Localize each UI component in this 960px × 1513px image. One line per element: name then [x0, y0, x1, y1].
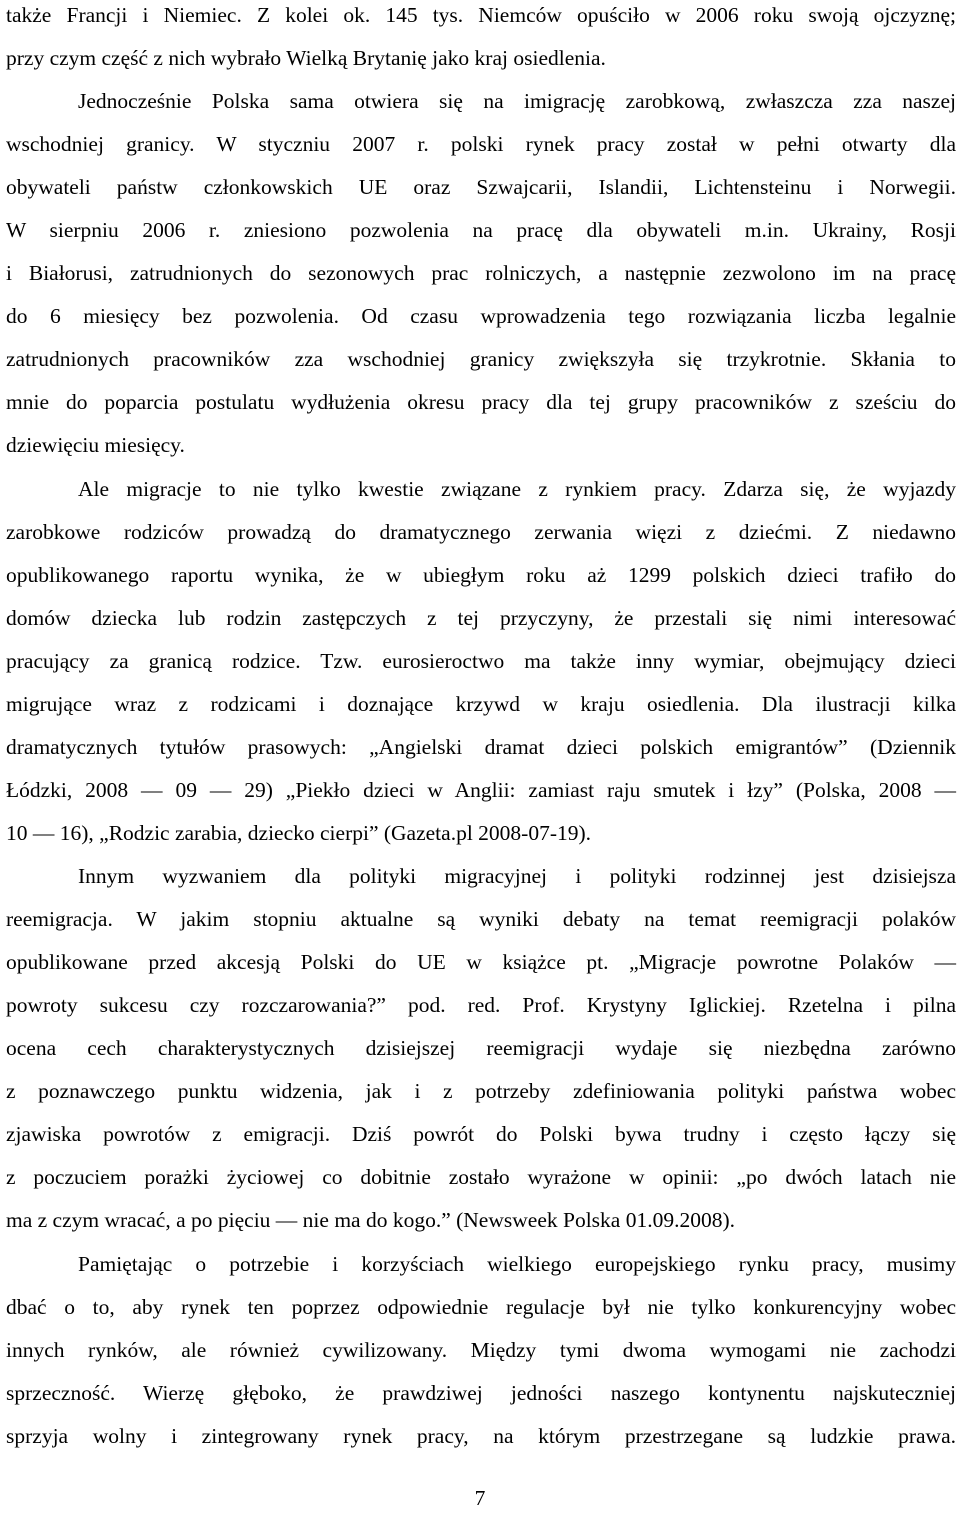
text-line: Pamiętając o potrzebie i korzyściach wielkiego europejskiego rynku pracy, musimy — [78, 1252, 956, 1276]
text-line: powroty sukcesu czy rozczarowania?” pod. red. Prof. Krystyny Iglickiej. Rzetelna i pilna — [6, 993, 956, 1017]
text-line: Ale migracje to nie tylko kwestie związane z rynkiem pracy. Zdarza się, że wyjazdy — [78, 477, 956, 501]
text-line: zarobkowe rodziców prowadzą do dramatycznego zerwania więzi z dziećmi. Z niedawno — [6, 520, 956, 544]
text-line: i Białorusi, zatrudnionych do sezonowych prac rolniczych, a następnie zezwolono im na pracę — [6, 261, 956, 285]
text-line: ocena cech charakterystycznych dzisiejszej reemigracji wydaje się niezbędna zarówno — [6, 1036, 956, 1060]
text-line: sprzeczność. Wierzę głęboko, że prawdziwej jedności naszego kontynentu najskuteczniej — [6, 1381, 956, 1405]
text-line: Łódzki, 2008 — 09 — 29) „Piekło dzieci w Anglii: zamiast raju smutek i łzy” (Polska, 2008 — — [6, 778, 956, 802]
text-line: zjawiska powrotów z emigracji. Dziś powrót do Polski bywa trudny i często łączy się — [6, 1122, 956, 1146]
text-line: także Francji i Niemiec. Z kolei ok. 145 tys. Niemców opuściło w 2006 roku swoją ojczyznę; — [6, 3, 956, 27]
text-line: domów dziecka lub rodzin zastępczych z tej przyczyny, że przestali się nimi interesować — [6, 606, 956, 630]
text-line: opublikowanego raportu wynika, że w ubiegłym roku aż 1299 polskich dzieci trafiło do — [6, 563, 956, 587]
text-line: opublikowane przed akcesją Polski do UE w książce pt. „Migracje powrotne Polaków — — [6, 950, 956, 974]
text-line: dziewięciu miesięcy. — [6, 433, 185, 457]
text-line: 10 — 16), „Rodzic zarabia, dziecko cierpi” (Gazeta.pl 2008-07-19). — [6, 821, 592, 845]
page-number: 7 — [474, 1486, 486, 1510]
text-line: Innym wyzwaniem dla polityki migracyjnej i polityki rodzinnej jest dzisiejsza — [78, 864, 956, 888]
text-line: przy czym część z nich wybrało Wielką Brytanię jako kraj osiedlenia. — [6, 46, 606, 70]
text-line: dbać o to, aby rynek ten poprzez odpowiednie regulacje był nie tylko konkurencyjny wobec — [6, 1295, 956, 1319]
text-line: migrujące wraz z rodzicami i doznające krzywd w kraju osiedlenia. Dla ilustracji kilka — [6, 692, 956, 716]
text-line: sprzyja wolny i zintegrowany rynek pracy, na którym przestrzegane są ludzkie prawa. — [6, 1424, 956, 1448]
text-line: innych rynków, ale również cywilizowany. Między tymi dwoma wymogami nie zachodzi — [6, 1338, 956, 1362]
text-line: ma z czym wracać, a po pięciu — nie ma do kogo.” (Newsweek Polska 01.09.2008). — [6, 1208, 735, 1232]
text-line: W sierpniu 2006 r. zniesiono pozwolenia na pracę dla obywateli m.in. Ukrainy, Rosji — [6, 218, 956, 242]
text-line: dramatycznych tytułów prasowych: „Angielski dramat dzieci polskich emigrantów” (Dziennik — [6, 735, 956, 759]
text-line: pracujący za granicą rodzice. Tzw. eurosieroctwo ma także inny wymiar, obejmujący dzieci — [6, 649, 956, 673]
text-line: obywateli państw członkowskich UE oraz Szwajcarii, Islandii, Lichtensteinu i Norwegii. — [6, 175, 956, 199]
text-line: z poczuciem porażki życiowej co dobitnie zostało wyrażone w opinii: „po dwóch latach nie — [6, 1165, 956, 1189]
text-line: reemigracja. W jakim stopniu aktualne są wyniki debaty na temat reemigracji polaków — [6, 907, 956, 931]
text-line: zatrudnionych pracowników zza wschodniej granicy zwiększyła się trzykrotnie. Skłania to — [6, 347, 956, 371]
text-line: wschodniej granicy. W styczniu 2007 r. polski rynek pracy został w pełni otwarty dla — [6, 132, 956, 156]
text-line: Jednocześnie Polska sama otwiera się na imigrację zarobkową, zwłaszcza zza naszej — [78, 89, 956, 113]
text-line: mnie do poparcia postulatu wydłużenia okresu pracy dla tej grupy pracowników z sześciu do — [6, 390, 956, 414]
text-line: do 6 miesięcy bez pozwolenia. Od czasu wprowadzenia tego rozwiązania liczba legalnie — [6, 304, 956, 328]
text-line: z poznawczego punktu widzenia, jak i z potrzeby zdefiniowania polityki państwa wobec — [6, 1079, 956, 1103]
